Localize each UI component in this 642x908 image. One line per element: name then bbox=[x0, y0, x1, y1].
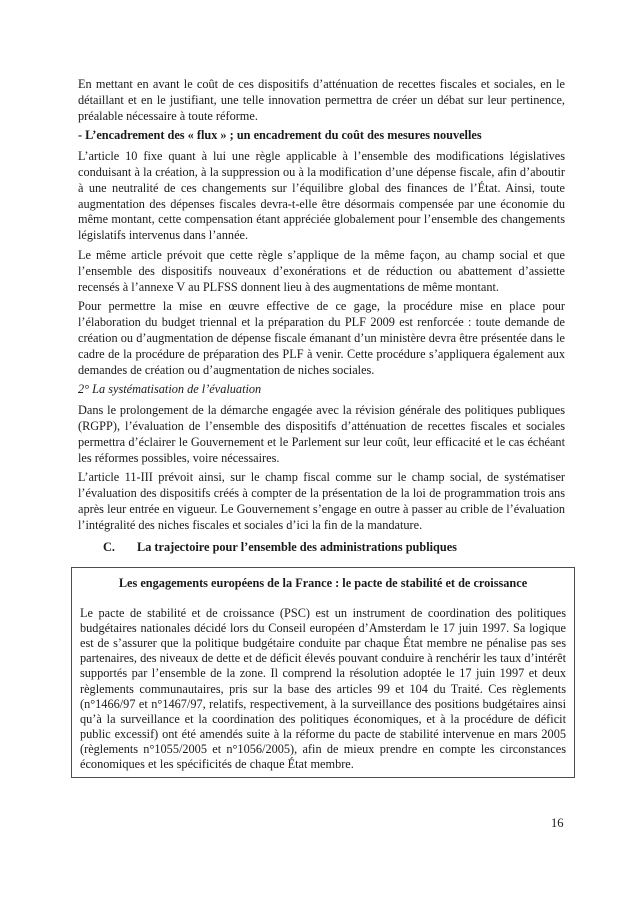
section-letter: C. bbox=[103, 539, 115, 554]
box-title: Les engagements européens de la France : le pacte de stabilité et de croissance bbox=[118, 576, 528, 591]
paragraph-article-11: L’article 11-III prévoit ainsi, sur le champ fiscal comme sur le champ social, de systématiser l’évaluation des dispositifs créés à compter de la présentation de la loi de programmation trois ans après leur entrée en vigueur. Le Gouvernement s’engage en outre à passer au crible de l’évaluation l’intégralité des niches fiscales et sociales d’ici la fin de la mandature. bbox=[78, 470, 565, 532]
box-body: Le pacte de stabilité et de croissance (PSC) est un instrument de coordination des politiques budgétaires nationales décidé lors du Conseil européen d’Amsterdam le 17 juin 1997. Sa logique est de s’assurer que la politique budgétaire conduite par chaque État membre ne pénalise pas ses partenaires, des niveaux de dette et de déficit élevés pouvant conduire à renchérir les taux d’intérêt supportés par l’ensemble de la zone. Il comprend la résolution adoptée le 17 juin 1997 et deux règlements communautaires, pris sur la base des articles 99 et 104 du Traité. Ces règlements (n°1466/97 et n°1467/97, relatifs, respectivement, à la surveillance des positions budgétaires ainsi qu’à la surveillance et la coordination des politiques économiques, et à la procédure de déficit public excessif) ont été amendés suite à la réforme du pacte de stabilité intervenue en mars 2005 (règlements n°1055/2005 et n°1056/2005), afin de mieux prendre en compte les circonstances économiques et les spécificités de chaque État membre. bbox=[80, 606, 566, 772]
paragraph-article-10: L’article 10 fixe quant à lui une règle applicable à l’ensemble des modifications législatives conduisant à la création, à la suppression ou à la modification d’une dépense fiscale, afin d’aboutir à une neutralité de ces changements sur l’équilibre global des finances de l’État. Ainsi, toute augmentation des dépenses fiscales devra-t-elle être désormais compensée par une économie du même montant, cette compensation étant appréciée globalement pour l’ensemble des changements législatifs intervenus dans l’année. bbox=[78, 149, 565, 243]
section-heading-c bbox=[78, 540, 565, 556]
paragraph-gage-procedure: Pour permettre la mise en œuvre effective de ce gage, la procédure mise en place pour l’élaboration du budget triennal et la préparation du PLF 2009 est renforcée : toute demande de création ou d’augmentation de dépense fiscale émanant d’un ministère devra être présentée dans le cadre de la procédure de préparation des PLF à venir. Cette procédure s’appliquera également aux demandes de création ou d’augmentation de niches sociales. bbox=[78, 299, 565, 377]
page-number: 16 bbox=[551, 816, 564, 830]
paragraph-champ-social: Le même article prévoit que cette règle s’applique de la même façon, au champ social et que l’ensemble des dispositifs nouveaux d’exonérations et de réduction ou abattement d’assiette recensés à l’annexe V au PLFSS donnent lieu à des augmentations de même montant. bbox=[78, 247, 565, 294]
heading-encadrement-flux: - L’encadrement des « flux » ; un encadrement du coût des mesures nouvelles bbox=[78, 128, 482, 143]
encadre-pacte-stabilite bbox=[71, 567, 575, 778]
page-content bbox=[78, 77, 565, 778]
heading-systematisation-evaluation: 2° La systématisation de l’évaluation bbox=[78, 382, 262, 397]
paragraph-rgpp-evaluation: Dans le prolongement de la démarche engagée avec la révision générale des politiques publiques (RGPP), l’évaluation de l’ensemble des dispositifs d’atténuation de recettes fiscales et sociales permettra d’éclairer le Gouvernement et le Parlement sur leur coût, leur efficacité et le cas échéant les réformes possibles, voire nécessaires. bbox=[78, 403, 565, 465]
paragraph-intro: En mettant en avant le coût de ces dispositifs d’atténuation de recettes fiscales et sociales, en le détaillant et en le justifiant, une telle innovation permettra de créer un débat sur leur pertinence, préalable nécessaire à toute réforme. bbox=[78, 77, 565, 123]
section-title: La trajectoire pour l’ensemble des administrations publiques bbox=[137, 539, 457, 554]
